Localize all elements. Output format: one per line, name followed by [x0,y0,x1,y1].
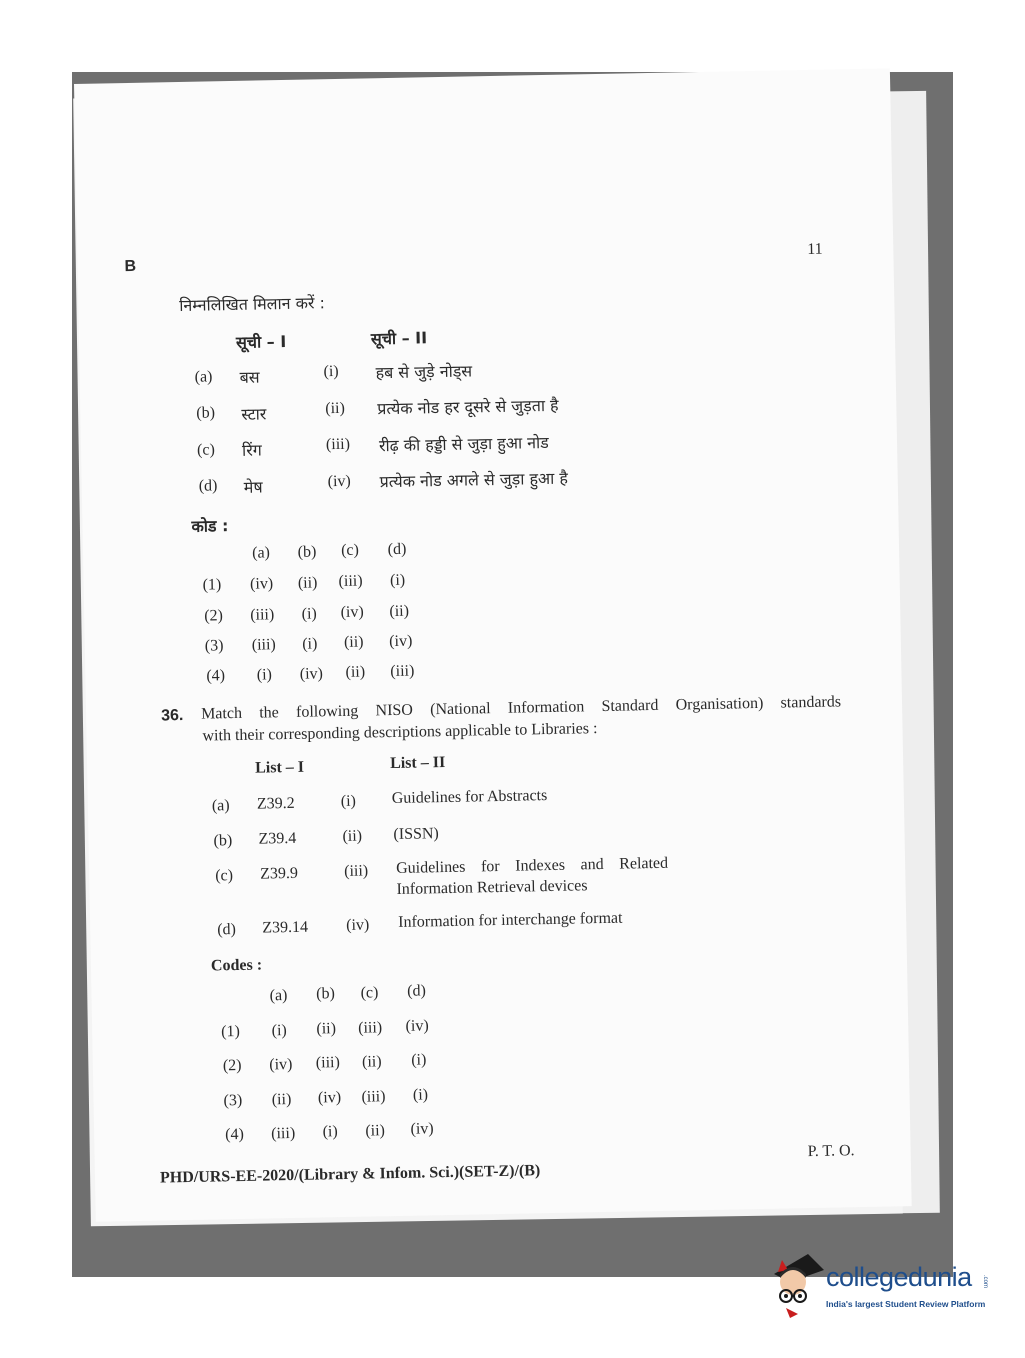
q36-row-num: (iv) [346,916,370,934]
collegedunia-suffix: .com [982,1275,988,1289]
q36-row-desc: Guidelines for Abstracts [391,787,548,808]
code-cell: (i) [301,605,317,623]
code-cell: (ii) [343,633,364,651]
code-cell: (iii) [315,1054,340,1072]
code-header-cell: (d) [387,540,407,559]
q35-row-item: मेष [243,477,263,497]
q35-row-num: (iii) [325,435,351,454]
code-cell: (iii) [338,572,363,591]
q36-row-desc: Information for interchange format [397,909,623,931]
code-cell: (iii) [251,636,276,654]
code-cell: (i) [389,571,406,590]
code-cell: (i) [256,666,273,684]
q35-row-item: स्टार [241,404,267,424]
q36-row-key: (c) [215,867,234,885]
code-cell: (i) [411,1051,427,1069]
set-letter: B [124,257,137,276]
code-header-cell: (c) [340,541,360,559]
q36-number: 36. [160,707,184,725]
q36-row-key: (d) [217,921,237,939]
code-header-cell: (b) [297,543,317,561]
q35-row-key: (a) [194,368,213,386]
q35-row-item: रिंग [241,440,262,460]
q35-row-desc: प्रत्येक नोड हर दूसरे से जुड़ता है [377,395,559,419]
q35-row-desc: रीढ़ की हड्डी से जुड़ा हुआ नोड [378,432,549,456]
code-cell: (ii) [389,602,410,621]
code-cell: (iii) [271,1124,296,1143]
code-cell: (iv) [317,1089,342,1107]
code-cell: (iv) [405,1017,429,1035]
code-cell: (iv) [299,665,324,683]
q35-row-key: (c) [196,441,215,459]
q36-row-num: (ii) [342,827,363,845]
collegedunia-tagline: India's largest Student Review Platform [826,1299,986,1309]
q35-codes-label: कोड : [191,516,229,536]
q35-row-key: (b) [196,404,216,422]
q35-intro: निम्नलिखित मिलान करें : [179,293,326,316]
code-option: (3) [223,1091,243,1110]
q36-row-item: Z39.4 [258,829,297,848]
paper-code: PHD/URS-EE-2020/(Library & Infom. Sci.)(SET-Z)/(B) [159,1162,541,1187]
code-cell: (i) [322,1123,338,1141]
code-cell: (iv) [249,575,274,593]
exam-page [74,68,912,1221]
code-cell: (ii) [345,663,366,681]
collegedunia-brand: collegedunia [826,1262,972,1292]
code-cell: (iii) [250,606,275,624]
q36-question-line1: Match the following NISO (National Information Standard Organisation) standards [200,693,842,723]
code-option: (2) [204,607,224,625]
code-cell: (iv) [410,1120,434,1138]
code-cell: (ii) [271,1091,292,1109]
q36-row-item: Z39.9 [260,864,299,883]
code-cell: (ii) [361,1053,382,1071]
q36-row-desc: Guidelines for Indexes and Related [395,854,669,877]
q35-row-item: बस [239,367,260,387]
q36-row-item: Z39.14 [262,918,309,937]
code-option: (1) [202,576,222,594]
code-cell: (ii) [365,1122,386,1140]
q36-row-key: (b) [213,832,233,850]
q36-row-item: Z39.2 [256,794,295,813]
q35-row-desc: प्रत्येक नोड अगले से जुड़ा हुआ है [379,468,569,492]
q36-row-num: (i) [340,792,357,811]
code-header-cell: (b) [316,985,336,1003]
code-cell: (iii) [361,1088,386,1106]
q36-row-num: (iii) [344,862,369,880]
code-cell: (iv) [269,1055,293,1074]
q35-list2-heading: सूची – II [370,328,428,349]
q36-row-desc-continued: Information Retrieval devices [396,877,588,898]
q35-list1-heading: सूची – I [235,331,287,352]
q36-list1-heading: List – I [255,758,305,777]
code-cell: (i) [271,1022,287,1040]
q35-row-desc: हब से जुड़े नोड्स [375,361,473,383]
code-header-cell: (a) [251,544,271,562]
q36-row-key: (a) [211,797,230,815]
q36-row-desc: (ISSN) [393,825,439,844]
code-header-cell: (a) [269,987,288,1005]
code-cell: (ii) [297,574,318,592]
q36-codes-label: Codes : [210,956,263,975]
code-cell: (iii) [390,662,415,681]
q35-row-key: (d) [198,477,218,495]
code-option: (3) [204,637,224,655]
code-header-cell: (c) [360,984,379,1002]
code-cell: (i) [412,1086,429,1104]
page-number: 11 [807,240,823,258]
code-cell: (i) [302,635,318,653]
code-header-cell: (d) [406,982,426,1000]
q35-row-num: (i) [323,362,339,381]
code-cell: (iv) [389,632,413,651]
q36-question-line2: with their corresponding descriptions applicable to Libraries : [202,720,598,745]
q35-row-num: (iv) [327,472,351,491]
code-option: (4) [225,1125,245,1144]
pto-label: P. T. O. [807,1142,855,1161]
code-option: (2) [222,1056,242,1075]
q35-row-num: (ii) [325,399,345,418]
code-cell: (iii) [358,1019,383,1037]
code-cell: (iv) [340,603,364,621]
code-option: (1) [221,1022,241,1041]
q36-list2-heading: List – II [389,754,446,773]
code-option: (4) [206,667,226,685]
code-cell: (ii) [316,1020,337,1038]
